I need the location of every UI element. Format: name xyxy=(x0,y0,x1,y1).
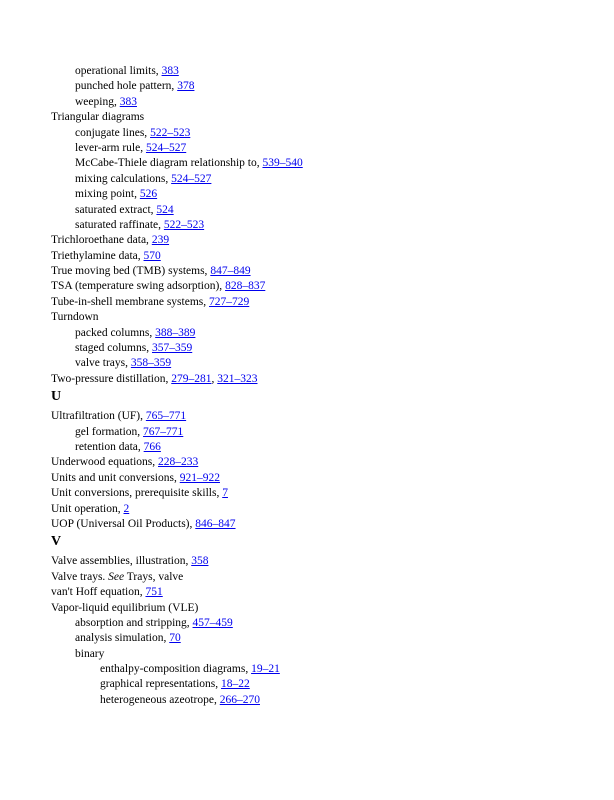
page-ref-link[interactable]: 539–540 xyxy=(262,157,303,170)
page-ref-link[interactable]: 526 xyxy=(139,188,158,201)
index-subentry xyxy=(51,79,591,94)
page-ref-link[interactable]: 727–729 xyxy=(209,295,250,308)
page-ref-link[interactable]: 266–270 xyxy=(219,693,260,706)
entry-term: mixing point, xyxy=(75,188,140,201)
index-entry xyxy=(51,233,591,248)
index-entry xyxy=(51,372,591,387)
index-subentry xyxy=(51,341,591,356)
index-subentry xyxy=(51,677,591,692)
page-ref-link[interactable]: 7 xyxy=(222,487,228,500)
entry-term: Ultrafiltration (UF), xyxy=(51,410,146,423)
entry-term: van't Hoff equation, xyxy=(51,586,146,599)
index-entry xyxy=(51,517,591,532)
section-letter-v: V xyxy=(51,534,62,550)
page-ref-link[interactable]: 228–233 xyxy=(158,456,199,469)
entry-term: Unit conversions, prerequisite skills, xyxy=(51,487,223,500)
entry-term: binary xyxy=(75,647,105,660)
page-ref-link[interactable]: 522–523 xyxy=(150,126,191,139)
entry-term: True moving bed (TMB) systems, xyxy=(51,265,211,278)
entry-term: Unit operation, xyxy=(51,502,124,515)
index-subentry xyxy=(51,203,591,218)
entry-term: gel formation, xyxy=(75,425,144,438)
page-ref-link[interactable]: 457–459 xyxy=(192,616,233,629)
page-ref-link[interactable]: 239 xyxy=(151,234,170,247)
index-entry xyxy=(51,264,591,279)
index-subentry xyxy=(51,64,591,79)
index-subentry xyxy=(51,693,591,708)
index-subentry xyxy=(51,662,591,677)
index-subentry xyxy=(51,326,591,341)
index-entry xyxy=(51,295,591,310)
index-entry xyxy=(51,409,591,424)
page-ref-link[interactable]: 522–523 xyxy=(163,218,205,231)
page-ref-link[interactable]: 18–22 xyxy=(221,678,250,691)
entry-term: packed columns, xyxy=(75,326,156,339)
page-ref-link[interactable]: 357–359 xyxy=(151,342,193,355)
index-subentry xyxy=(51,356,591,371)
entry-term: Trichloroethane data, xyxy=(51,234,152,247)
index-subentry xyxy=(51,141,591,156)
entry-term: operational limits, xyxy=(75,65,162,77)
index-subentry xyxy=(51,126,591,141)
page-ref-link[interactable]: 524–527 xyxy=(145,141,187,154)
entry-term: conjugate lines, xyxy=(75,126,151,139)
entry-term: Units and unit conversions, xyxy=(51,471,180,484)
see-reference-label: See xyxy=(108,570,125,583)
index-subentry xyxy=(51,95,591,110)
index-entry xyxy=(51,455,591,470)
section-letter-u: U xyxy=(51,389,62,405)
entry-term: heterogeneous azeotrope, xyxy=(100,693,220,706)
index-entry xyxy=(51,249,591,264)
entry-term: TSA (temperature swing adsorption), xyxy=(51,280,226,293)
index-entry xyxy=(51,601,591,616)
entry-term: enthalpy-composition diagrams, xyxy=(100,663,252,676)
entry-term: Vapor-liquid equilibrium (VLE) xyxy=(51,601,199,614)
page-ref-link[interactable]: 358–359 xyxy=(130,357,172,370)
see-reference-target: Trays, valve xyxy=(124,570,184,583)
entry-term: saturated raffinate, xyxy=(75,218,164,231)
index-entry xyxy=(51,502,591,517)
entry-term: Underwood equations, xyxy=(51,456,158,469)
index-subentry xyxy=(51,218,591,233)
entry-term: Valve assemblies, illustration, xyxy=(51,555,192,568)
entry-term: Turndown xyxy=(51,311,99,324)
page-ref-link[interactable]: 383 xyxy=(119,95,137,108)
page-ref-link[interactable]: 751 xyxy=(145,586,163,599)
page-ref-link[interactable]: 388–389 xyxy=(155,326,196,339)
entry-term: staged columns, xyxy=(75,342,152,355)
entry-term: analysis simulation, xyxy=(75,632,170,645)
page-ref-link[interactable]: 921–922 xyxy=(179,471,220,484)
entry-term: Triethylamine data, xyxy=(51,249,144,262)
page-ref-link[interactable]: 358 xyxy=(191,555,209,568)
page-ref-link[interactable]: 383 xyxy=(161,65,179,77)
index-subentry xyxy=(51,440,591,455)
entry-term: mixing calculations, xyxy=(75,172,172,185)
index-entry xyxy=(51,554,591,569)
entry-term: UOP (Universal Oil Products), xyxy=(51,517,196,530)
entry-term: saturated extract, xyxy=(75,203,157,216)
page-ref-link[interactable]: 767–771 xyxy=(143,425,184,438)
entry-term: graphical representations, xyxy=(100,678,222,691)
page-ref-link[interactable]: 766 xyxy=(143,440,161,453)
entry-term: valve trays, xyxy=(75,357,131,370)
index-entry xyxy=(51,471,591,486)
index-entry xyxy=(51,585,591,600)
index-entry xyxy=(51,110,591,125)
index-page xyxy=(51,64,591,708)
entry-term: punched hole pattern, xyxy=(75,80,178,93)
page-ref-link[interactable]: 19–21 xyxy=(251,663,280,676)
page-ref-link[interactable]: 2 xyxy=(123,502,130,515)
ref-separator: , xyxy=(211,372,218,385)
index-subentry xyxy=(51,616,591,631)
index-entry xyxy=(51,570,591,585)
page-ref-link[interactable]: 847–849 xyxy=(210,265,251,278)
index-subentry xyxy=(51,172,591,187)
page-ref-link[interactable]: 279–281 xyxy=(171,372,212,385)
index-entry xyxy=(51,486,591,501)
page-ref-link[interactable]: 828–837 xyxy=(225,280,266,293)
entry-term: Tube-in-shell membrane systems, xyxy=(51,295,210,308)
entry-term: Two-pressure distillation, xyxy=(51,372,172,385)
entry-term: Valve trays. xyxy=(51,570,109,583)
index-entry xyxy=(51,279,591,294)
entry-term: Triangular diagrams xyxy=(51,111,145,124)
entry-term: weeping, xyxy=(75,95,120,108)
index-entry xyxy=(51,310,591,325)
page-ref-link[interactable]: 70 xyxy=(169,632,181,645)
entry-term: absorption and stripping, xyxy=(75,616,193,629)
index-subentry xyxy=(51,631,591,646)
index-subentry xyxy=(51,425,591,440)
page-ref-link[interactable]: 321–323 xyxy=(217,372,258,385)
page-ref-link[interactable]: 524–527 xyxy=(171,172,212,185)
index-subentry xyxy=(51,647,591,662)
page-ref-link[interactable]: 765–771 xyxy=(145,410,187,423)
page-ref-link[interactable]: 378 xyxy=(177,80,195,93)
page-ref-link[interactable]: 524 xyxy=(156,203,174,216)
index-subentry xyxy=(51,156,591,171)
entry-term: McCabe-Thiele diagram relationship to, xyxy=(75,157,263,170)
index-subentry xyxy=(51,187,591,202)
entry-term: lever-arm rule, xyxy=(75,141,146,154)
page-ref-link[interactable]: 570 xyxy=(143,249,161,262)
page-ref-link[interactable]: 846–847 xyxy=(195,517,236,530)
entry-term: retention data, xyxy=(75,440,144,453)
